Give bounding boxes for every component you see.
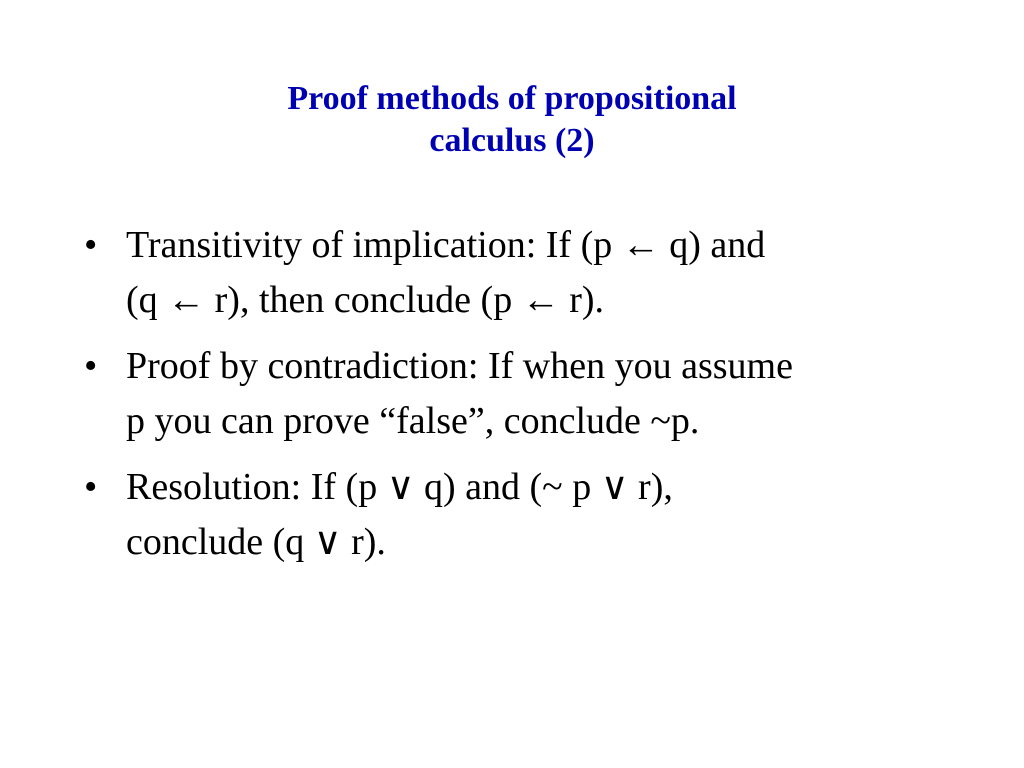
bullet-text-line-2: p you can prove “false”, conclude ~p. xyxy=(126,400,700,442)
slide-title xyxy=(0,78,1024,162)
bullet-marker: • xyxy=(84,224,98,266)
bullet-marker: • xyxy=(84,345,98,387)
bullet-resolution xyxy=(84,460,944,570)
slide-title-line-2: calculus (2) xyxy=(429,122,595,159)
bullet-text-line-1: Proof by contradiction: If when you assume xyxy=(126,345,793,387)
bullet-text-line-1: Resolution: If (p ∨ q) and (~ p ∨ r), xyxy=(126,466,673,508)
bullet-list xyxy=(84,218,944,581)
bullet-text-line-1: Transitivity of implication: If (p ← q) and xyxy=(126,224,766,266)
bullet-transitivity xyxy=(84,218,944,328)
bullet-text-line-2: conclude (q ∨ r). xyxy=(126,521,386,563)
bullet-text-line-2: (q ← r), then conclude (p ← r). xyxy=(126,279,605,321)
bullet-marker: • xyxy=(84,466,98,508)
bullet-contradiction xyxy=(84,339,944,449)
slide-title-line-1: Proof methods of propositional xyxy=(287,80,737,117)
